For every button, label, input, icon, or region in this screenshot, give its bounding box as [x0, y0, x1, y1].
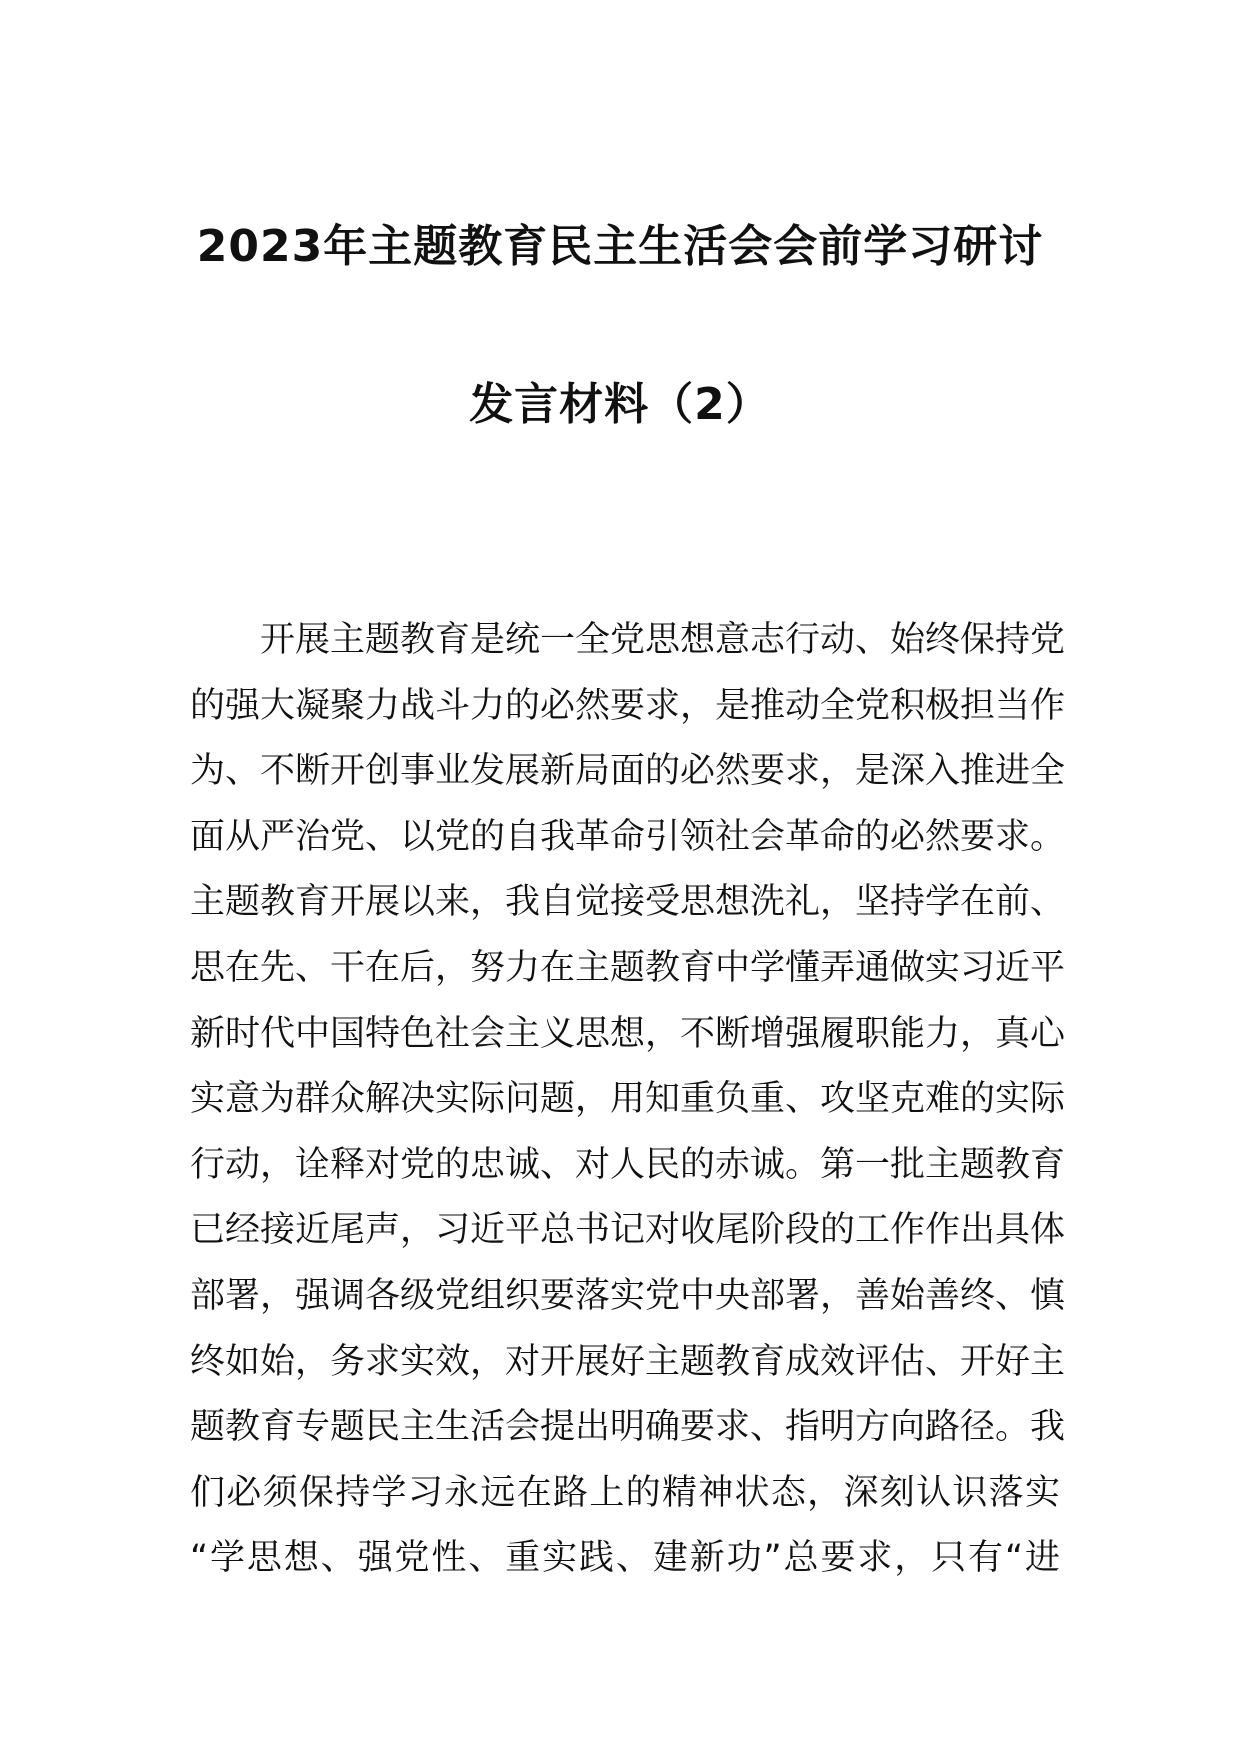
- body-line: 的强大凝聚力战斗力的必然要求，是推动全党积极担当作: [190, 685, 1066, 726]
- document-title-line-1: 2023年主题教育民主生活会会前学习研讨: [196, 221, 1044, 272]
- body-line: 行动，诠释对党的忠诚、对人民的赤诚。第一批主题教育: [190, 1144, 1066, 1185]
- body-line: 终如始，务求实效，对开展好主题教育成效评估、开好主: [190, 1341, 1066, 1382]
- body-line: 们必须保持学习永远在路上的精神状态，深刻认识落实: [190, 1472, 1060, 1513]
- body-line: 为、不断开创事业发展新局面的必然要求，是深入推进全: [190, 751, 1066, 792]
- body-line: 部署，强调各级党组织要落实党中央部署，善始善终、慎: [190, 1275, 1066, 1316]
- body-line: 实意为群众解决实际问题，用知重负重、攻坚克难的实际: [190, 1079, 1066, 1120]
- document-body: [190, 608, 1066, 1592]
- body-line: 思在先、干在后，努力在主题教育中学懂弄通做实习近平: [190, 947, 1066, 988]
- body-line: “学思想、强党性、重实践、建新功”总要求，只有“进: [190, 1538, 1060, 1579]
- body-line: 题教育专题民主生活会提出明确要求、指明方向路径。我: [190, 1407, 1066, 1448]
- body-line: 面从严治党、以党的自我革命引领社会革命的必然要求。: [190, 816, 1066, 857]
- body-line: 开展主题教育是统一全党思想意志行动、始终保持党: [260, 620, 1066, 660]
- body-line: 已经接近尾声，习近平总书记对收尾阶段的工作作出具体: [190, 1210, 1066, 1251]
- body-line: 新时代中国特色社会主义思想，不断增强履职能力，真心: [190, 1013, 1066, 1054]
- document-title-line-2: 发言材料（2）: [469, 379, 771, 430]
- body-line: 主题教育开展以来，我自觉接受思想洗礼，坚持学在前、: [190, 882, 1066, 923]
